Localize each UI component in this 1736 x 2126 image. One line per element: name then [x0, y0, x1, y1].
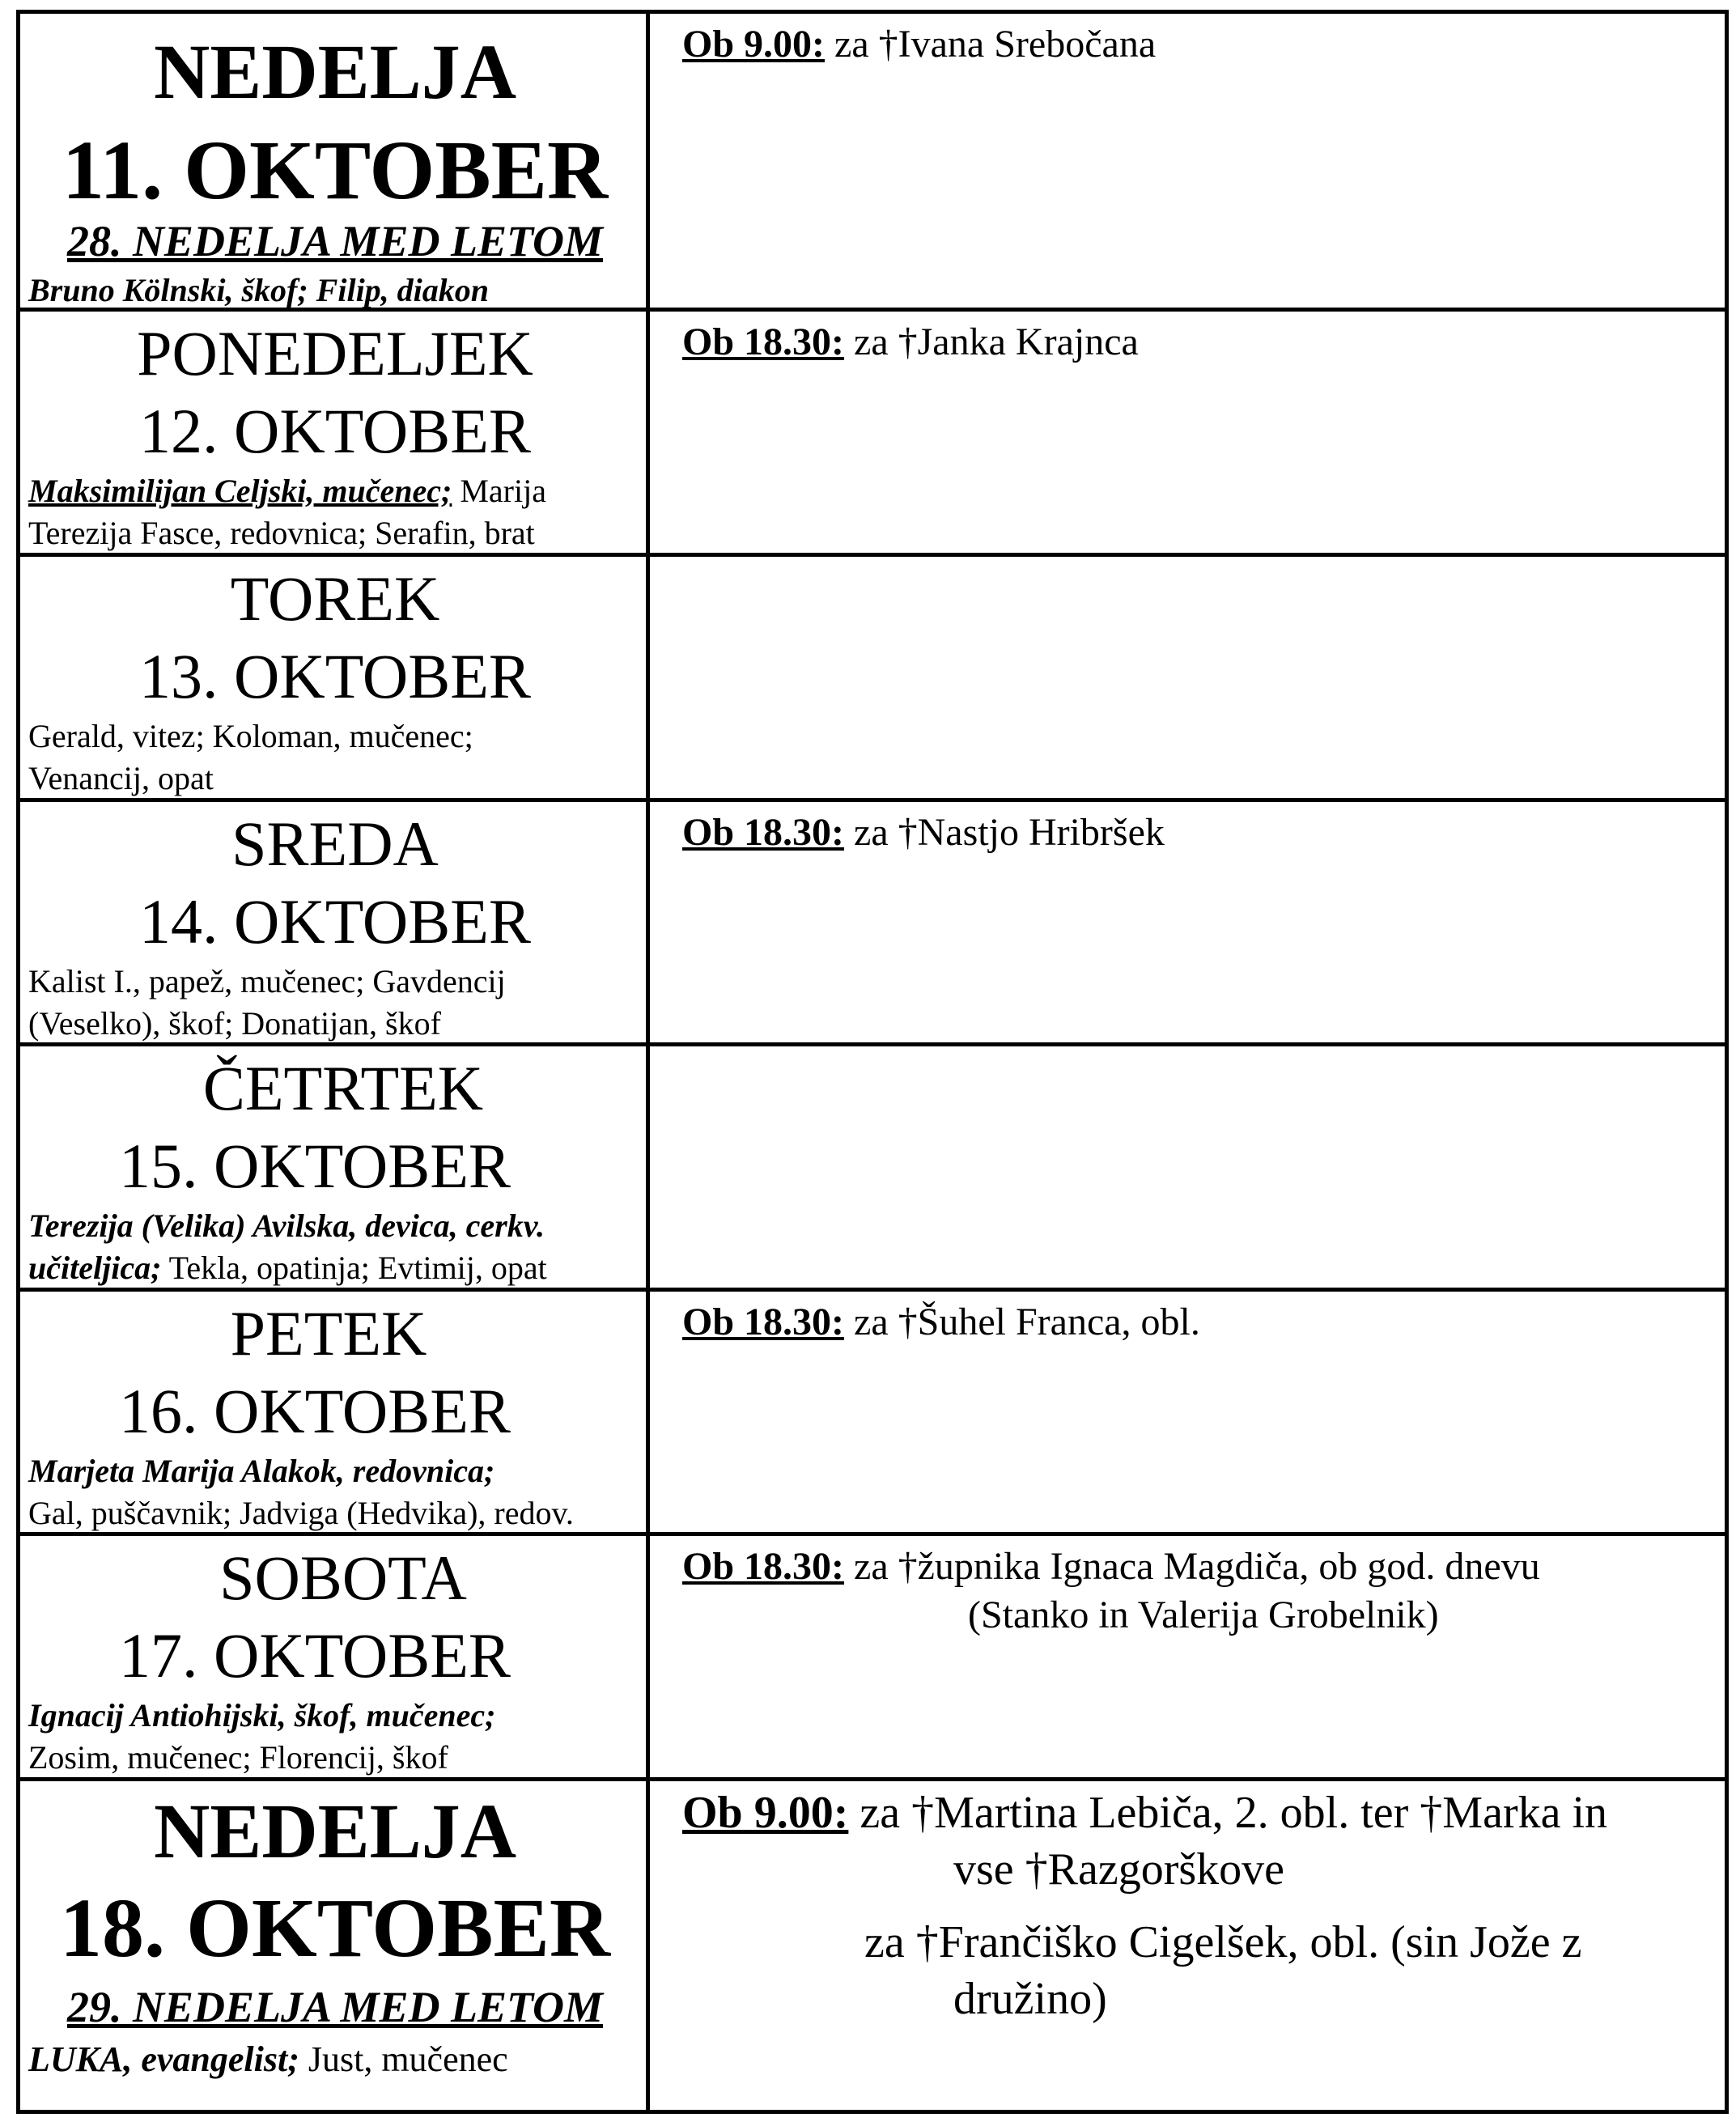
saints-line [28, 269, 643, 308]
day-date: 14. OKTOBER [139, 886, 531, 957]
liturgical-feast: 29. NEDELJA MED LETOM [66, 1983, 604, 2031]
mass-entry [682, 1543, 1540, 1591]
day-name: SREDA [231, 808, 439, 879]
mass-cell [654, 1536, 1725, 1777]
saints-text [28, 961, 643, 1042]
saints-text [28, 470, 643, 553]
day-cell [20, 312, 650, 553]
mass-entry [682, 1298, 1200, 1347]
day-row-sunday-11 [16, 10, 1729, 308]
saints-text: Bruno Kölnski, škof; Filip, diakon [28, 272, 490, 308]
saints-emphasis-line-2: učiteljica; [28, 1250, 162, 1286]
saints-emphasis: Maksimilijan Celjski, mučenec; [28, 473, 452, 509]
day-row-saturday-17 [16, 1532, 1729, 1777]
mass-entry [682, 318, 1139, 367]
saints-plain: Marija [452, 473, 546, 509]
mass-entry [682, 1786, 1607, 1840]
mass-intention-continuation: (Stanko in Valerija Grobelnik) [968, 1593, 1439, 1636]
mass-cell-empty [654, 557, 1725, 798]
saints-text [28, 715, 643, 798]
day-row-thursday-15 [16, 1042, 1729, 1288]
day-row-wednesday-14 [16, 798, 1729, 1042]
saints-plain: Just, mučenec [299, 2039, 508, 2079]
saints-plain: Gal, puščavnik; Jadviga (Hedvika), redov. [28, 1495, 574, 1531]
day-name: PETEK [230, 1298, 427, 1369]
mass-intention: za †Janka Krajnca [854, 320, 1139, 363]
day-date: 18. OKTOBER [59, 1882, 610, 1975]
saints-text [28, 1450, 643, 1532]
saints-plain: Tekla, opatinja; Evtimij, opat [161, 1250, 547, 1286]
saints-plain: Zosim, mučenec; Florencij, škof [28, 1739, 448, 1776]
saints-emphasis: Marjeta Marija Alakok, redovnica; [28, 1453, 495, 1489]
saints-line-1: Gerald, vitez; Koloman, mučenec; [28, 718, 473, 754]
saints-line-2: (Veselko), škof; Donatijan, škof [28, 1005, 441, 1042]
saints-emphasis: LUKA, evangelist; [28, 2039, 299, 2079]
day-name: NEDELJA [153, 28, 517, 115]
mass-entry [864, 1916, 1581, 1969]
mass-time: Ob 9.00: [682, 1788, 849, 1838]
saints-text [28, 1695, 643, 1777]
day-row-monday-12 [16, 308, 1729, 553]
day-cell [20, 557, 650, 798]
day-date: 16. OKTOBER [119, 1376, 511, 1446]
saints-emphasis-line-1: Terezija (Velika) Avilska, devica, cerkv. [28, 1207, 545, 1244]
mass-cell [654, 802, 1725, 1042]
mass-intention: za †Ivana Srebočana [834, 23, 1157, 66]
mass-entry [682, 20, 1156, 69]
day-cell [20, 1292, 650, 1532]
mass-time: Ob 18.30: [682, 811, 845, 854]
mass-cell [654, 14, 1725, 308]
day-name: PONEDELJEK [137, 318, 533, 388]
saints-text [28, 2039, 643, 2081]
mass-time: Ob 9.00: [682, 23, 826, 66]
mass-intention-continuation: družino) [953, 1974, 1107, 2024]
day-row-sunday-18 [16, 1777, 1729, 2114]
saints-emphasis: Ignacij Antiohijski, škof, mučenec; [28, 1697, 496, 1733]
day-date: 11. OKTOBER [62, 124, 609, 217]
day-date: 12. OKTOBER [139, 396, 531, 466]
mass-schedule-table [16, 10, 1729, 2114]
day-name: ČETRTEK [202, 1053, 484, 1123]
day-name: NEDELJA [153, 1788, 517, 1874]
mass-entry [682, 808, 1165, 857]
day-date: 13. OKTOBER [139, 641, 531, 711]
day-cell [20, 1046, 650, 1288]
mass-cell [654, 1292, 1725, 1532]
mass-intention-continuation: vse †Razgorškove [953, 1844, 1285, 1895]
day-date: 15. OKTOBER [119, 1131, 511, 1201]
liturgical-feast: 28. NEDELJA MED LETOM [66, 217, 604, 265]
mass-intention: za †Martina Lebiča, 2. obl. ter †Marka in [860, 1788, 1608, 1838]
mass-cell [654, 1781, 1725, 2110]
saints-plain-line-2: Terezija Fasce, redovnica; Serafin, brat [28, 515, 535, 551]
day-row-friday-16 [16, 1288, 1729, 1532]
day-cell [20, 802, 650, 1042]
mass-time: Ob 18.30: [682, 1301, 845, 1343]
mass-cell [654, 312, 1725, 553]
mass-time: Ob 18.30: [682, 320, 845, 363]
day-row-tuesday-13 [16, 553, 1729, 798]
mass-intention: za †Frančiško Cigelšek, obl. (sin Jože z [864, 1917, 1582, 1967]
day-name: TOREK [230, 563, 440, 634]
mass-intention: za †Šuhel Franca, obl. [854, 1301, 1200, 1343]
saints-line-2: Venancij, opat [28, 760, 214, 796]
saints-text [28, 1205, 643, 1288]
day-cell [20, 1781, 650, 2110]
day-cell [20, 1536, 650, 1777]
day-name: SOBOTA [219, 1543, 467, 1613]
mass-intention: za †Nastjo Hribršek [854, 811, 1165, 854]
mass-time: Ob 18.30: [682, 1545, 845, 1588]
day-cell [20, 14, 650, 308]
mass-intention: za †župnika Ignaca Magdiča, ob god. dnevu [854, 1545, 1540, 1588]
day-date: 17. OKTOBER [119, 1620, 511, 1691]
mass-cell-empty [654, 1046, 1725, 1288]
saints-line-1: Kalist I., papež, mučenec; Gavdencij [28, 963, 506, 999]
